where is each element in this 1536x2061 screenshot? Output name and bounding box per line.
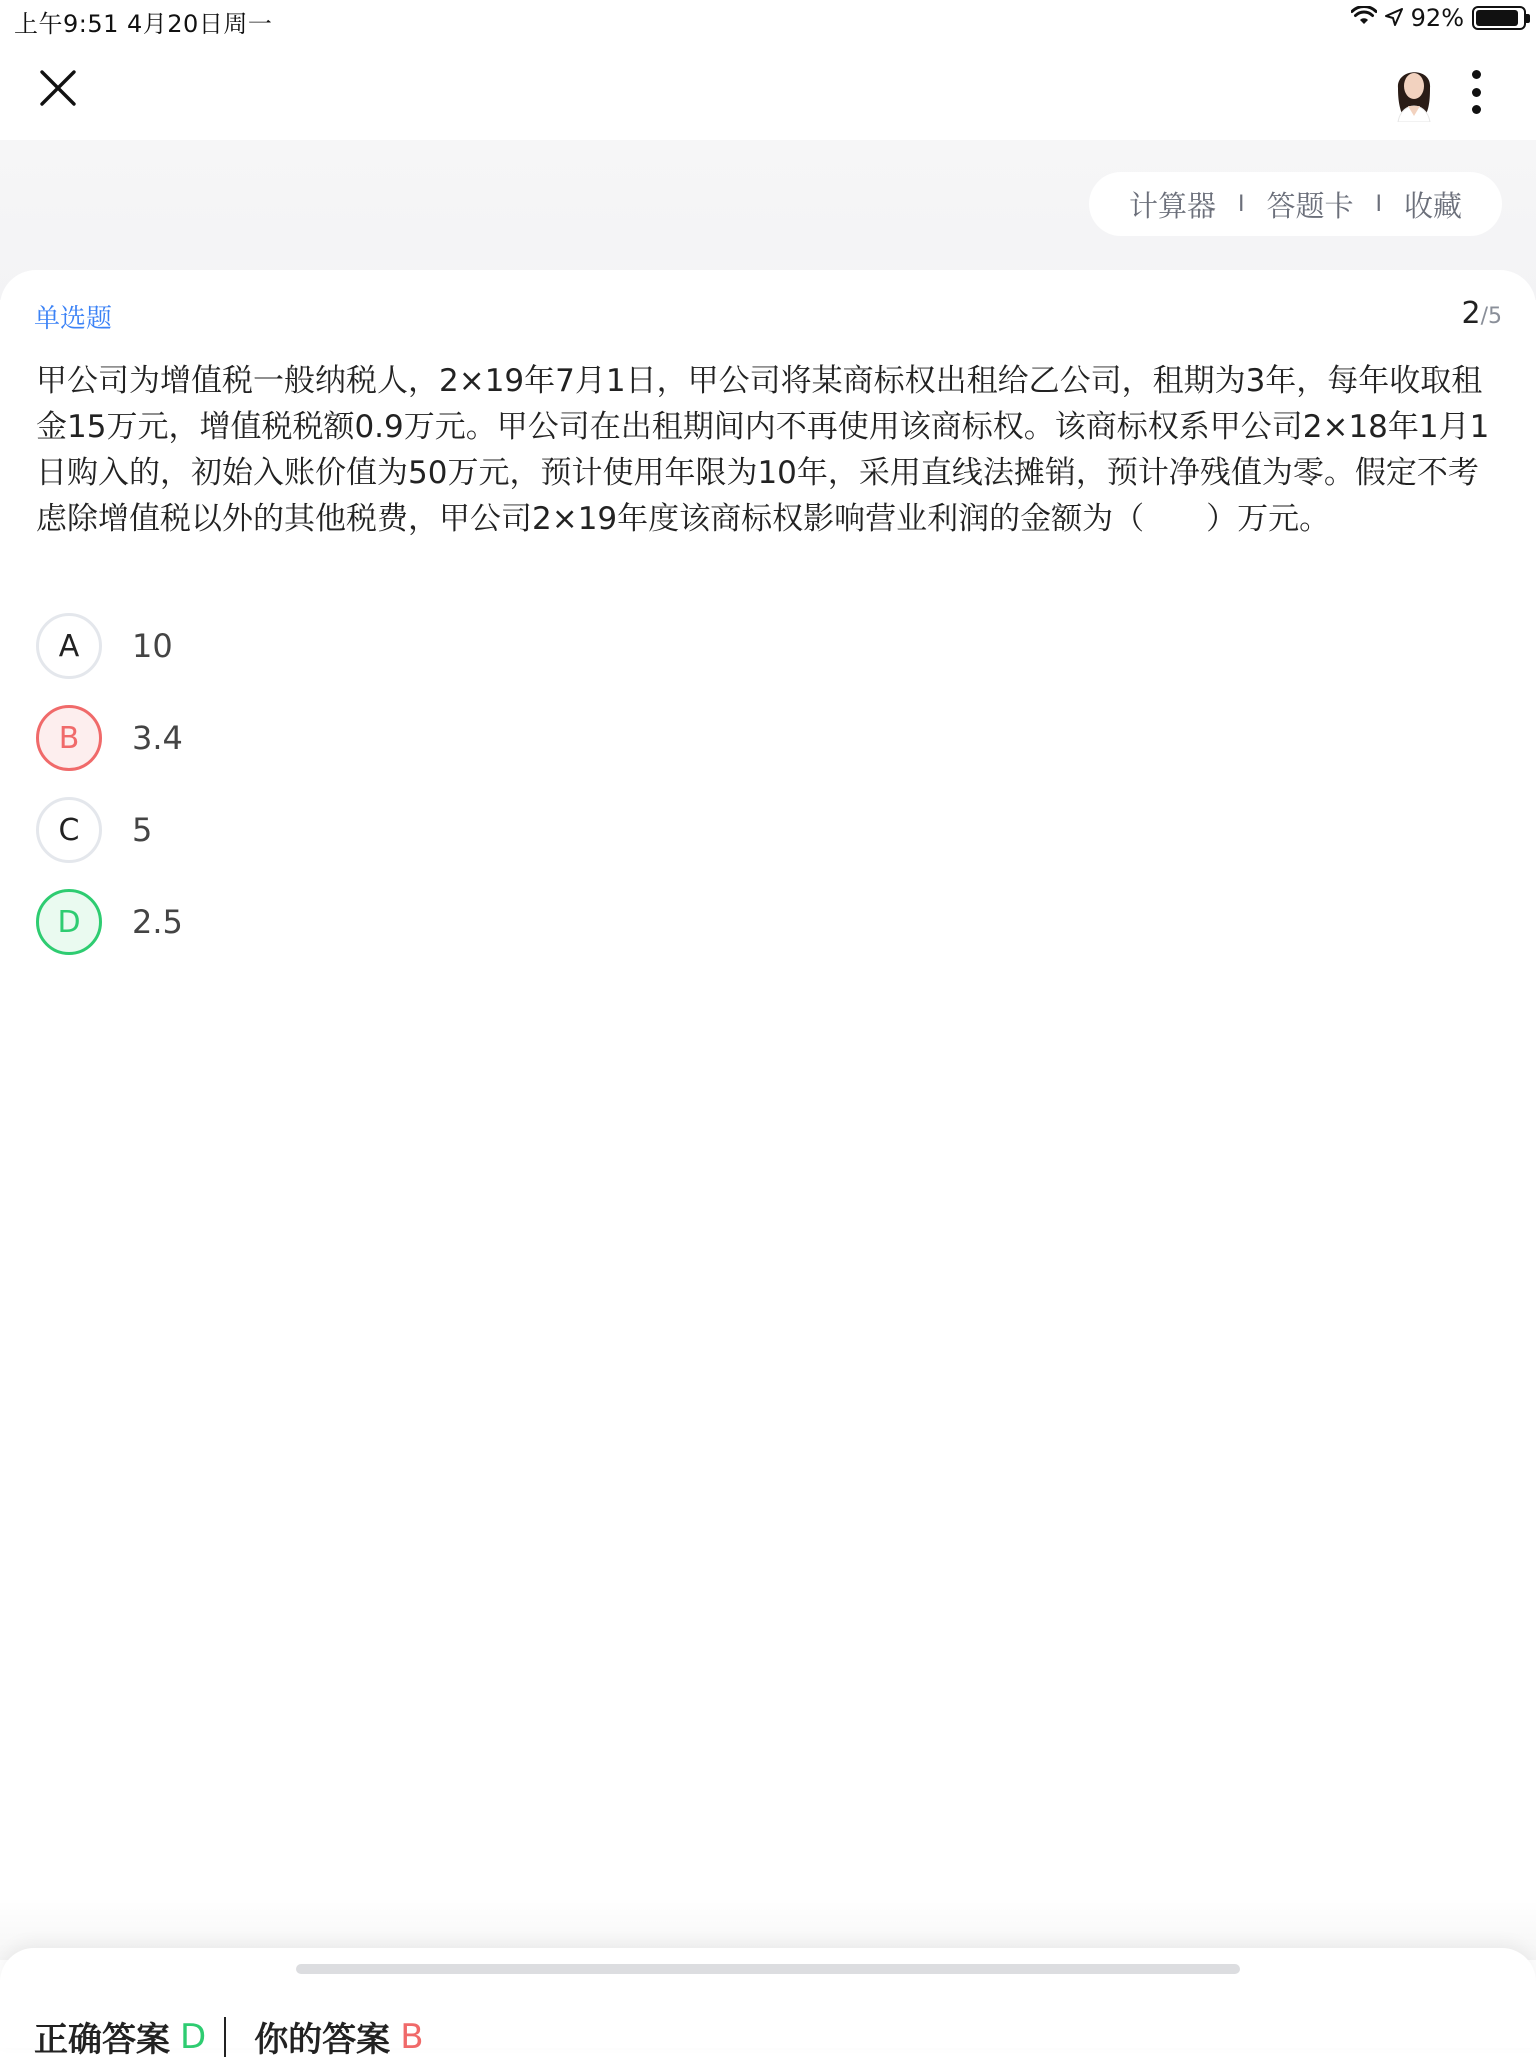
question-text: 甲公司为增值税一般纳税人，2×19年7月1日，甲公司将某商标权出租给乙公司，租期为3年，每年收取租金15万元，增值税税额0.9万元。甲公司在出租期间内不再使用该商标权。该商标权系甲公司2×18年1月1日购入的，初始入账价值为50万元，预计使用年限为10年，采用直线法摊销，预计净残值为零。假定不考虑除增值税以外的其他税费，甲公司2×19年度该商标权影响营业利润的金额为（ ）万元。 [36,363,1490,537]
option-letter: A [36,613,102,679]
answer-summary [34,2012,424,2061]
tool-pill [1089,172,1502,236]
question-card [0,270,1536,1970]
question-total: /5 [1480,304,1502,329]
question-index: 2 [1461,296,1481,331]
your-answer-label: 你的答案 [254,2020,391,2060]
tool-separator: I [1375,191,1382,217]
more-dot [1472,105,1481,114]
status-time: 上午9:51 4月20日周一 [14,10,273,38]
avatar[interactable] [1388,60,1440,122]
more-dot [1472,88,1481,97]
sheet-handle[interactable] [296,1964,1240,1974]
more-dot [1472,70,1481,79]
calculator-button[interactable]: 计算器 [1128,188,1216,223]
favorite-button[interactable]: 收藏 [1403,188,1462,223]
option-a[interactable] [36,600,183,692]
top-nav [0,40,1536,140]
your-answer-value: B [400,2016,424,2057]
options-list [36,600,183,968]
close-button[interactable] [34,66,82,114]
battery-percent: 92% [1410,4,1464,32]
status-bar [0,0,1536,40]
location-icon [1385,4,1403,32]
option-text: 10 [132,627,173,665]
answer-divider [224,2017,226,2057]
option-letter: C [36,797,102,863]
battery-icon [1472,6,1526,30]
tool-separator: I [1237,191,1245,217]
option-text: 3.4 [132,719,183,757]
option-b[interactable] [36,692,183,784]
answer-card-button[interactable]: 答题卡 [1266,188,1354,223]
option-c[interactable] [36,784,183,876]
option-letter: D [36,889,102,955]
more-button[interactable] [1458,64,1494,120]
option-text: 2.5 [132,903,183,941]
option-d[interactable] [36,876,183,968]
question-counter [1461,296,1502,331]
correct-answer-label: 正确答案 [34,2020,170,2060]
option-letter: B [36,705,102,771]
answer-sheet[interactable] [0,1948,1536,2060]
close-icon [38,68,78,112]
correct-answer-value: D [180,2016,207,2057]
question-type: 单选题 [34,304,113,334]
option-text: 5 [132,811,153,849]
status-right [1351,4,1526,32]
wifi-icon [1351,4,1377,32]
